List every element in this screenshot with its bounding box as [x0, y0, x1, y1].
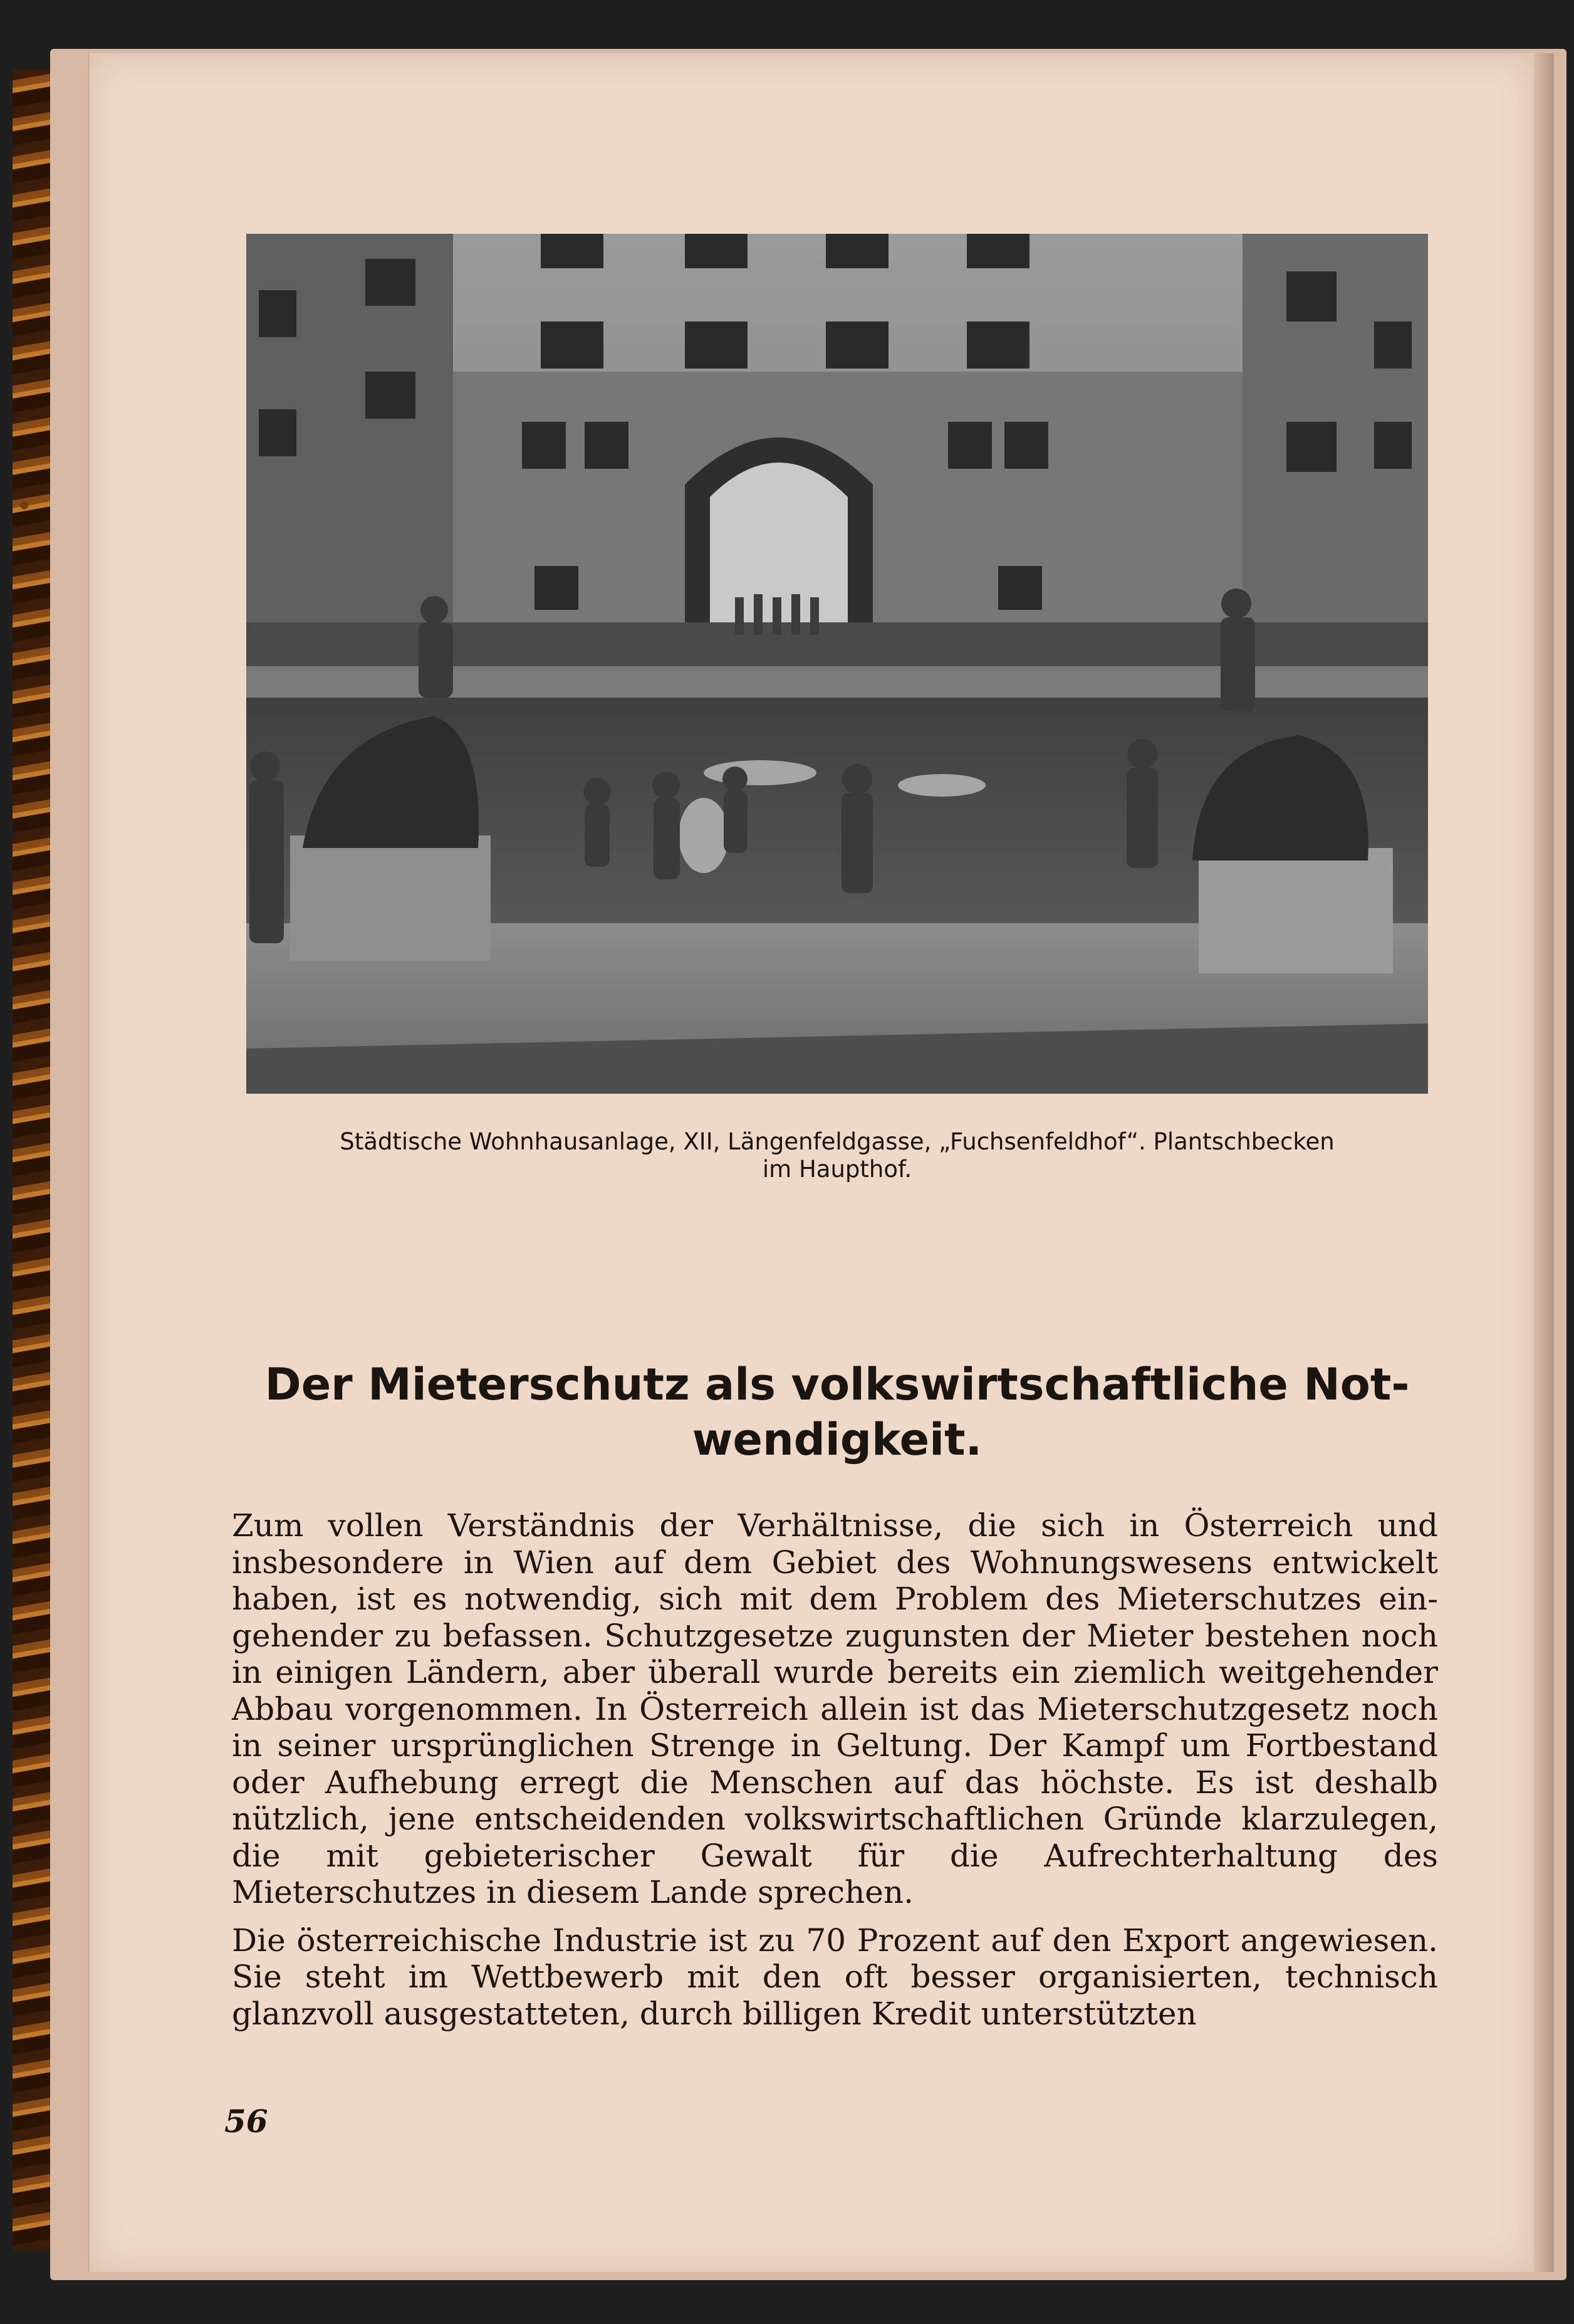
section-heading [246, 1357, 1428, 1467]
body-text [232, 1507, 1438, 2032]
heading-line-2: wendigkeit. [692, 1414, 982, 1465]
heading-line-1: Der Mieterschutz als volkswirtschaftliche Not- [264, 1359, 1410, 1410]
page-number: 56 [224, 2103, 268, 2140]
paragraph-1: Zum vollen Verständnis der Verhältnisse, die sich in Österreich und insbesondere in Wien auf dem Gebiet des Wohnungswesens entwickelt haben, ist es notwendig, sich mit dem Problem des Mieterschutzes eingehender zu befassen. Schutzgesetze zugunsten der Mieter bestehen noch in einigen Ländern, aber überall wurde bereits ein ziemlich weitgehender Abbau vorgenommen. In Österreich allein ist das Mieterschutzgesetz noch in seiner ursprünglichen Strenge in Geltung. Der Kampf um Fortbestand oder Aufhebung erregt die Menschen auf das höchste. Es ist deshalb nützlich, jene entscheidenden volkswirtschaftlichen Gründe klarzulegen, die mit gebieterischer Gewalt für die Aufrechterhaltung des Mieterschutzes in diesem Lande sprechen. [232, 1507, 1438, 1910]
paragraph-2: Die österreichische Industrie ist zu 70 Prozent auf den Export angewiesen. Sie steht im Wettbewerb mit den oft besser organisierten, technisch glanzvoll ausgestatteten, durch billigen Kredit unterstützten [232, 1922, 1438, 2032]
photo-caption [246, 1128, 1428, 1183]
caption-line-1: Städtische Wohnhausanlage, XII, Längenfeldgasse, „Fuchsenfeldhof“. Plantschbecken [340, 1128, 1335, 1155]
page-right-edge [1535, 53, 1554, 2272]
courtyard-photo [246, 234, 1428, 1094]
book-spine-marbled [13, 69, 51, 2250]
caption-line-2: im Haupthof. [762, 1156, 912, 1183]
